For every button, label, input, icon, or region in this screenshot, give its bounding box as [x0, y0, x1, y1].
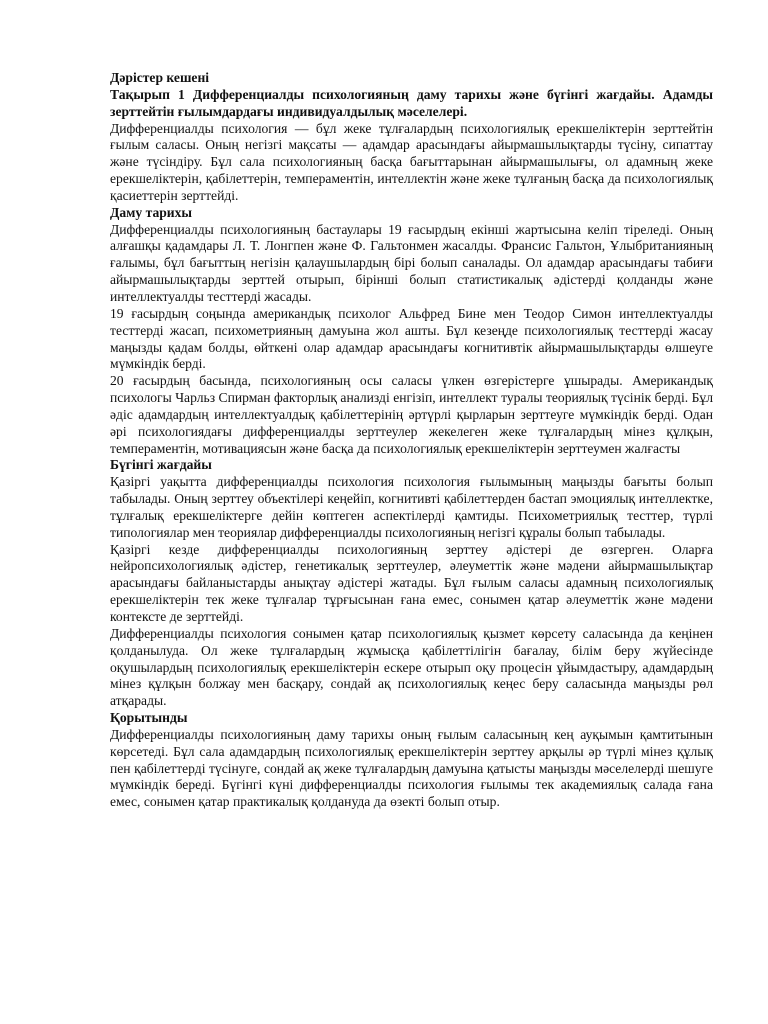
document-heading: Дәрістер кешені: [110, 70, 210, 85]
history-paragraph-3: 20 ғасырдың басында, психологияның осы саласы үлкен өзгерістерге ұшырады. Американдық психологы Чарльз Спирман факторлық анализді енгізіп, интеллект туралы теориялық түсінік берді. Бұл әдіс адамдардың интеллектуалдық қабілеттерінің әртүрлі қырларын зерттеуге мүмкіндік берді. Одан әрі психологиядағы дифференциалды зерттеулер жекелеген жеке тұлғалардың мінез құлқын, темпераментін, мотивациясын және басқа да психологиялық ерекшеліктерін зерттеумен жалғасты: [110, 373, 713, 456]
today-paragraph-1: Қазіргі уақытта дифференциалды психология психология ғылымының маңызды бағыты болып табылады. Оның зерттеу объектілері кеңейіп, когнитивті қабілеттерден бастап эмоциялық интеллектке, тұлғалық ерекшеліктерге дейін көптеген аспектілерді қамтиды. Психометриялық тесттер, түрлі типологиялар мен теориялар дифференциалды психологияның негізгі құралы болып табылады.: [110, 474, 713, 540]
document-page: [110, 70, 713, 811]
section-conclusion-title: Қорытынды: [110, 710, 188, 726]
history-paragraph-1: Дифференциалды психологияның бастаулары 19 ғасырдың екінші жартысына келіп тіреледі. Оның алғашқы қадамдары Л. Т. Лонгпен және Ф. Гальтонмен жасалды. Франсис Гальтон, Ұлыбританияның ғалымы, бұл бағыттың негізін қалаушылардың бірі болып саналады. Ол адамдар арасындағы табиғи айырмашылықтарды зерттей отырып, бірінші болып статистикалық әдістерді қолданды және интеллектуалды тесттерді жасады.: [110, 221, 713, 304]
intro-paragraph: Дифференциалды психология — бұл жеке тұлғалардың психологиялық ерекшеліктерін зерттейтін ғылым саласы. Оның негізгі мақсаты — адамдар арасындағы айырмашылықтарды түсіну, сипаттау және түсіндіру. Бұл сала психологияның басқа бағыттарынан айырмашылығы, ол адамның жеке ерекшеліктерін, қабілеттерін, темпераментін, интеллектін және жеке тұлғаның басқа да психологиялық қасиеттерін зерттейді.: [110, 120, 713, 203]
today-paragraph-2: Қазіргі кезде дифференциалды психологияның зерттеу әдістері де өзгерген. Оларға нейропсихологиялық әдістер, генетикалық зерттеулер, әлеуметтік және мәдени айырмашылықтар арасындағы байланыстарды анықтау әдістері жатады. Бұл ғылым саласы адамның психологиялық ерекшеліктерін тек жеке тұлғалар тұрғысынан ғана емес, сонымен қатар әлеуметтік және мәдени контексте де зерттейді.: [110, 541, 713, 624]
topic-title: Тақырып 1 Дифференциалды психологияның даму тарихы және бүгінгі жағдайы. Адамды зерттейтін ғылымдардағы индивидуалдылық мәселелері.: [110, 86, 713, 119]
conclusion-paragraph: Дифференциалды психологияның даму тарихы оның ғылым саласының кең ауқымын қамтитынын көрсетеді. Бұл сала адамдардың психологиялық ерекшеліктерін зерттеу арқылы әр түрлі мінез құлық пен қабілеттерді түсінуге, сондай ақ жеке тұлғалардың дамуына қатысты маңызды мәселелерді шешуге мүмкіндік береді. Бүгінгі күні дифференциалды психология ғылымы тек академиялық салада ғана емес, сонымен қатар практикалық қолдануда да өзекті болып отыр.: [110, 726, 713, 810]
today-paragraph-3: Дифференциалды психология сонымен қатар психологиялық қызмет көрсету саласында да кеңінен қолданылуда. Ол жеке тұлғалардың жұмысқа қабілеттілігін бағалау, білім беру жүйесінде оқушылардың психологиялық ерекшеліктерін ескере отырып оқу процесін ұйымдастыру, адамдардың мінез құлқын болжау мен басқару, сондай ақ психологиялық кеңес беру саласында маңызды рөл атқарады.: [110, 625, 713, 709]
section-today-title: Бүгінгі жағдайы: [110, 457, 212, 473]
history-paragraph-2: 19 ғасырдың соңында американдық психолог Альфред Бине мен Теодор Симон интеллектуалды тесттерді жасап, психометрияның дамуына жол ашты. Бұл кезеңде психологиялық тесттерді жасау маңызды қадам болды, өйткені олар адамдар арасындағы когнитивтік айырмашылықтарды өлшеуге мүмкіндік берді.: [110, 305, 713, 372]
section-history-title: Даму тарихы: [110, 204, 193, 220]
